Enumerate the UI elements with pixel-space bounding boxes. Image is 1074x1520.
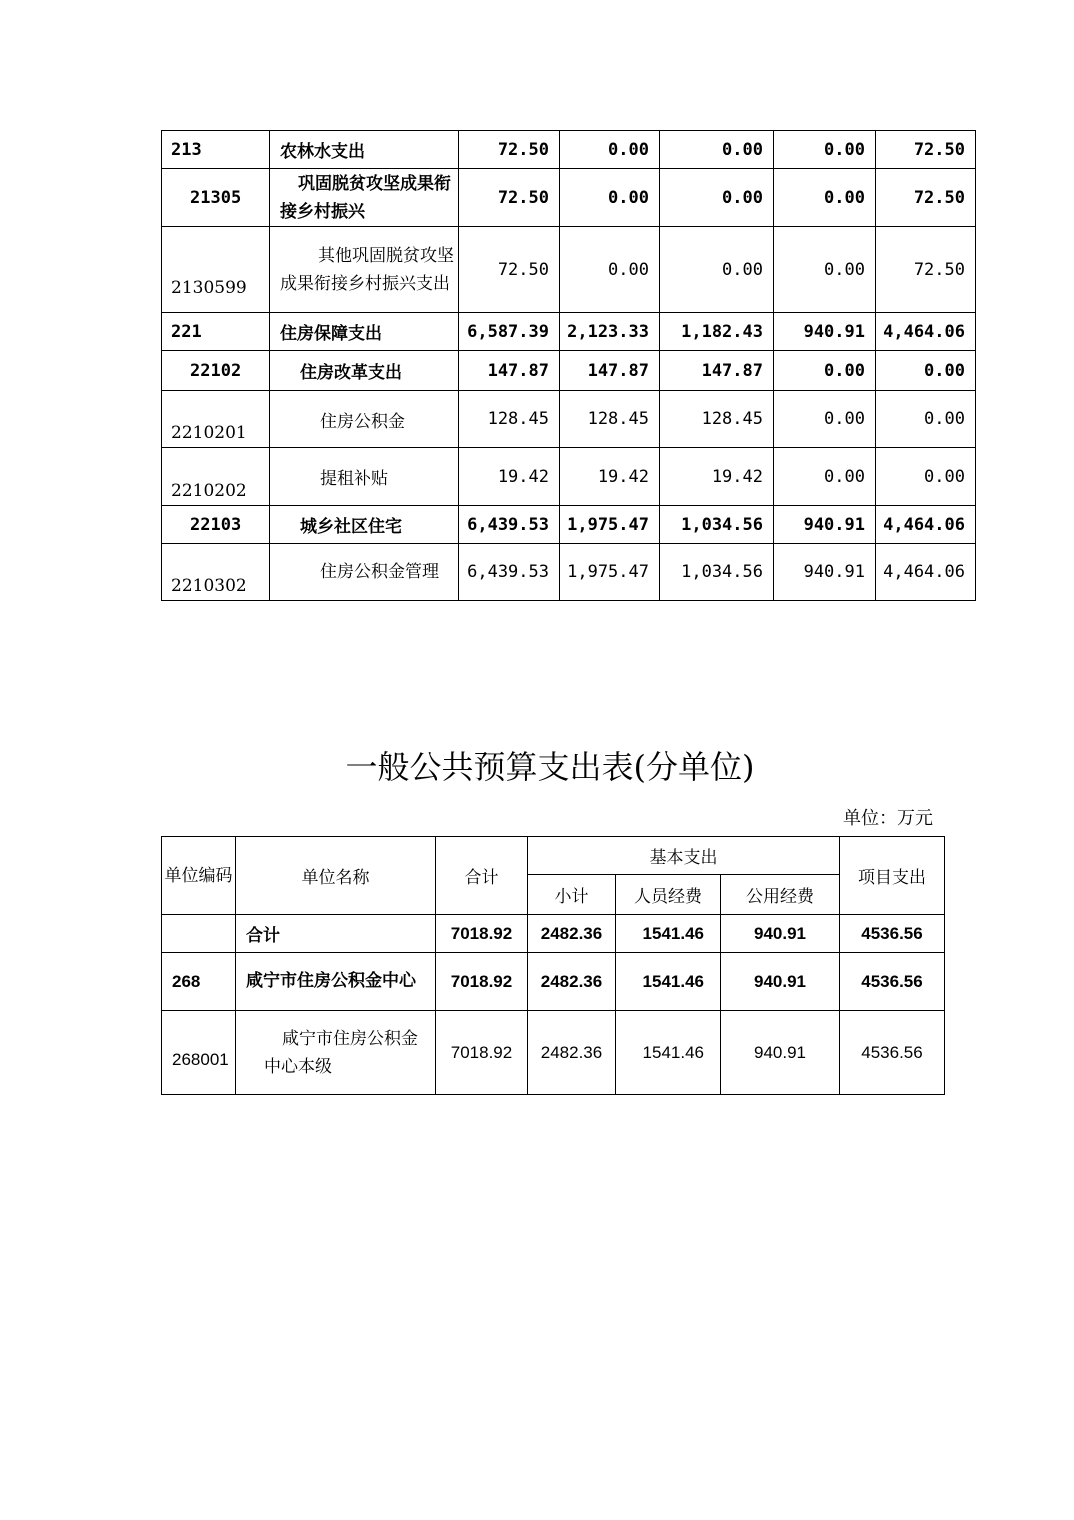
row-name-text: 咸宁市住房公积金中心本级 bbox=[264, 1028, 418, 1077]
row-value: 1,975.47 bbox=[560, 544, 660, 601]
row-value: 940.91 bbox=[721, 915, 840, 953]
row-value: 0.00 bbox=[560, 169, 660, 227]
row-value: 2,123.33 bbox=[560, 313, 660, 351]
row-value: 0.00 bbox=[774, 391, 876, 448]
row-value: 147.87 bbox=[660, 351, 774, 391]
row-name: 提租补贴 bbox=[270, 448, 459, 506]
row-value: 0.00 bbox=[876, 448, 976, 506]
row-value: 1541.46 bbox=[616, 915, 721, 953]
page-title: 一般公共预算支出表(分单位) bbox=[345, 748, 755, 786]
row-value: 72.50 bbox=[876, 227, 976, 313]
table-row bbox=[162, 131, 976, 169]
row-value: 0.00 bbox=[660, 227, 774, 313]
row-value: 72.50 bbox=[459, 131, 560, 169]
header-total: 合计 bbox=[436, 837, 528, 915]
row-value: 940.91 bbox=[721, 953, 840, 1011]
row-value: 4536.56 bbox=[840, 953, 945, 1011]
row-value: 2482.36 bbox=[528, 915, 616, 953]
row-value: 0.00 bbox=[660, 169, 774, 227]
row-value: 7018.92 bbox=[436, 953, 528, 1011]
table-row bbox=[162, 169, 976, 227]
row-value: 128.45 bbox=[560, 391, 660, 448]
table-row bbox=[162, 313, 976, 351]
row-value: 147.87 bbox=[560, 351, 660, 391]
row-code: 22103 bbox=[162, 506, 270, 544]
header-unit-code: 单位编码 bbox=[162, 837, 236, 915]
expenditure-detail-table bbox=[161, 130, 976, 601]
row-value: 7018.92 bbox=[436, 915, 528, 953]
table-row bbox=[162, 448, 976, 506]
row-value: 7018.92 bbox=[436, 1011, 528, 1095]
row-value: 1541.46 bbox=[616, 1011, 721, 1095]
row-value: 1,975.47 bbox=[560, 506, 660, 544]
row-value: 0.00 bbox=[774, 131, 876, 169]
row-name-text: 住房公积金管理 bbox=[320, 562, 439, 582]
row-code: 268001 bbox=[162, 1011, 236, 1095]
row-value: 0.00 bbox=[876, 391, 976, 448]
row-value: 6,439.53 bbox=[459, 506, 560, 544]
table-row bbox=[162, 351, 976, 391]
row-name-text: 其他巩固脱贫攻坚成果衔接乡村振兴支出 bbox=[280, 245, 454, 294]
row-code: 213 bbox=[162, 131, 270, 169]
row-value: 4536.56 bbox=[840, 1011, 945, 1095]
row-value: 1,034.56 bbox=[660, 506, 774, 544]
row-name: 咸宁市住房公积金中心 bbox=[236, 953, 436, 1011]
row-code: 2210202 bbox=[162, 448, 270, 506]
row-value: 4,464.06 bbox=[876, 544, 976, 601]
header-row bbox=[162, 837, 945, 875]
row-value: 72.50 bbox=[459, 169, 560, 227]
row-code: 2210201 bbox=[162, 391, 270, 448]
row-value: 0.00 bbox=[774, 227, 876, 313]
row-code: 21305 bbox=[162, 169, 270, 227]
row-value: 6,439.53 bbox=[459, 544, 560, 601]
row-value: 0.00 bbox=[876, 351, 976, 391]
header-personnel: 人员经费 bbox=[616, 875, 721, 915]
header-basic: 基本支出 bbox=[528, 837, 840, 875]
table-row bbox=[162, 506, 976, 544]
row-code: 221 bbox=[162, 313, 270, 351]
table-row bbox=[162, 391, 976, 448]
row-value: 128.45 bbox=[660, 391, 774, 448]
header-project: 项目支出 bbox=[840, 837, 945, 915]
row-value: 1,182.43 bbox=[660, 313, 774, 351]
row-value: 0.00 bbox=[660, 131, 774, 169]
row-name: 住房公积金 bbox=[270, 391, 459, 448]
row-name: 农林水支出 bbox=[270, 131, 459, 169]
row-code: 268 bbox=[162, 953, 236, 1011]
row-name bbox=[270, 544, 459, 601]
row-value: 940.91 bbox=[774, 506, 876, 544]
row-code: 22102 bbox=[162, 351, 270, 391]
row-name: 住房改革支出 bbox=[270, 351, 459, 391]
row-value: 72.50 bbox=[876, 169, 976, 227]
row-value: 2482.36 bbox=[528, 1011, 616, 1095]
row-value: 72.50 bbox=[459, 227, 560, 313]
row-value: 0.00 bbox=[774, 169, 876, 227]
row-value: 0.00 bbox=[560, 227, 660, 313]
row-value: 4536.56 bbox=[840, 915, 945, 953]
unit-expenditure-table bbox=[161, 836, 945, 1095]
row-name bbox=[270, 227, 459, 313]
table-row bbox=[162, 915, 945, 953]
unit-label: 单位：万元 bbox=[843, 808, 933, 829]
row-code: 2210302 bbox=[162, 544, 270, 601]
row-value: 1,034.56 bbox=[660, 544, 774, 601]
row-code: 2130599 bbox=[162, 227, 270, 313]
header-unit-name: 单位名称 bbox=[236, 837, 436, 915]
row-value: 19.42 bbox=[459, 448, 560, 506]
row-value: 147.87 bbox=[459, 351, 560, 391]
header-public: 公用经费 bbox=[721, 875, 840, 915]
row-value: 4,464.06 bbox=[876, 506, 976, 544]
row-value: 940.91 bbox=[774, 544, 876, 601]
row-name-text: 巩固脱贫攻坚成果衔接乡村振兴 bbox=[280, 173, 451, 222]
table-row bbox=[162, 953, 945, 1011]
row-name: 合计 bbox=[236, 915, 436, 953]
row-value: 128.45 bbox=[459, 391, 560, 448]
row-value: 1541.46 bbox=[616, 953, 721, 1011]
header-subtotal: 小计 bbox=[528, 875, 616, 915]
table-row bbox=[162, 544, 976, 601]
row-name: 住房保障支出 bbox=[270, 313, 459, 351]
row-code bbox=[162, 915, 236, 953]
row-name bbox=[270, 169, 459, 227]
row-value: 19.42 bbox=[560, 448, 660, 506]
row-name bbox=[236, 1011, 436, 1095]
row-value: 0.00 bbox=[774, 351, 876, 391]
row-value: 0.00 bbox=[774, 448, 876, 506]
row-name: 城乡社区住宅 bbox=[270, 506, 459, 544]
row-value: 2482.36 bbox=[528, 953, 616, 1011]
row-value: 19.42 bbox=[660, 448, 774, 506]
row-value: 4,464.06 bbox=[876, 313, 976, 351]
row-value: 940.91 bbox=[774, 313, 876, 351]
row-value: 0.00 bbox=[560, 131, 660, 169]
table-row bbox=[162, 227, 976, 313]
row-value: 6,587.39 bbox=[459, 313, 560, 351]
row-value: 72.50 bbox=[876, 131, 976, 169]
row-value: 940.91 bbox=[721, 1011, 840, 1095]
table-row bbox=[162, 1011, 945, 1095]
